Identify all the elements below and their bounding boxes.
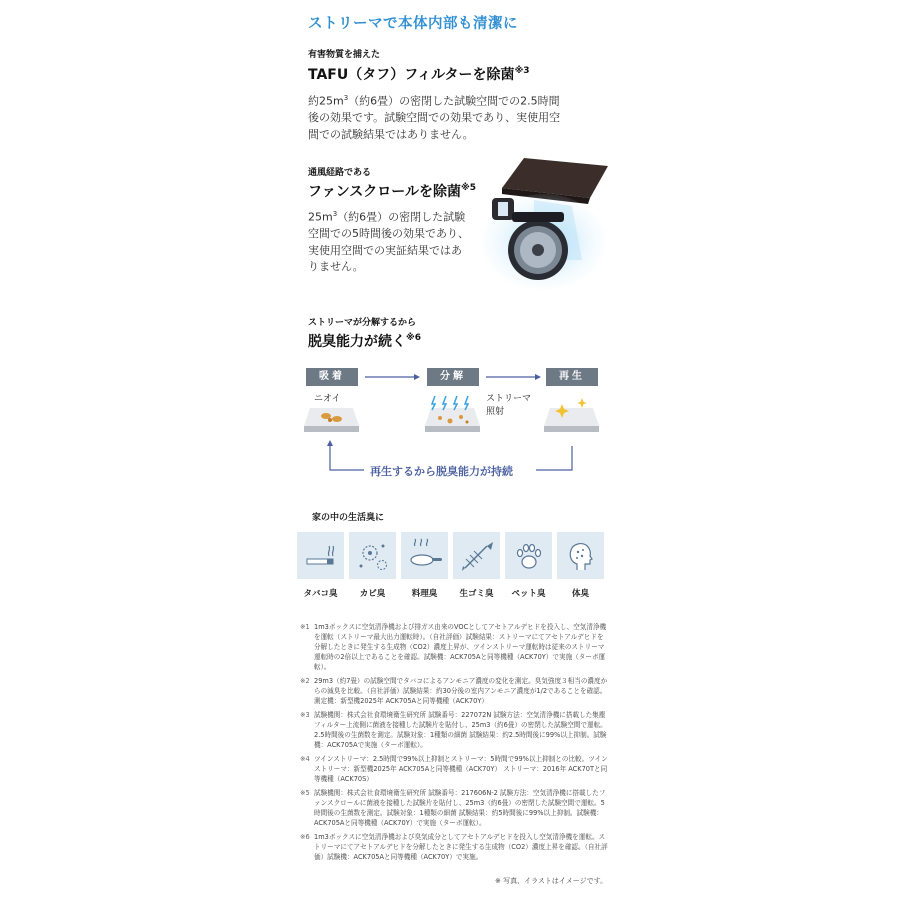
fan-description [308,206,478,276]
regenerate-plate-icon [544,396,599,434]
odor-icon-box [297,532,344,579]
footnote-text: 1m3ボックスに空気清浄機および排ガス由来のVOCとしてアセトアルデヒドを投入し、空気清浄機を運転（ストリーマ最大出力運転時）。（自社評価）試験結果：ストリーマにてアセトアルデヒドを分解したときに発生する生成物（CO2）濃度上昇が、ツインストリーマ運転時は従来のストリーマ運転時の2倍以上であることを確認。試験機：ACK705Aと同等機種（ACK70Y）で実施（ターボ運転）。 [314,623,607,671]
tafu-subtitle: 有害物質を捕えた [308,50,381,60]
step-decompose-badge: 分解 [427,368,479,386]
footnote-text: 試験機関：株式会社食環境衛生研究所 試験番号：227072N 試験方法：空気清浄機に搭載した集塵フィルター上流側に菌液を接種した試験片を貼付し、25m3（約6畳）の密閉した試験空間で運転。2.5時間後の生菌数を測定。試験対象：1種類の細菌 試験結果：約2.5時間後に99%以上抑制。試験機：ACK705Aで実施（ターボ運転）。 [314,711,607,749]
footnote [300,676,610,706]
frying-pan-icon [407,538,443,574]
cycle-summary: 再生するから脱臭能力が持続 [370,465,513,478]
footnote [300,754,610,784]
fan-subtitle: 通風経路である [308,168,372,178]
fan-desc-line2: 空間での5時間後の効果であり、 [308,227,469,241]
cigarette-icon [303,538,339,574]
footnotes [300,622,610,866]
tafu-description [308,90,608,143]
body-odor-icon [563,538,599,574]
footnote-mark: ※1 [300,623,310,631]
footnote [300,710,610,750]
odor-label: タバコ臭 [303,589,338,599]
streamer-label [486,393,531,419]
fan-desc-b: （約6畳）の密閉した試験 [337,210,466,224]
fan-desc-line3: 実使用空間での実証結果ではあ [308,243,462,257]
deodor-cycle-diagram [300,360,610,485]
footnote-mark: ※3 [300,711,310,719]
odor-icon-box [557,532,604,579]
deodor-title [308,331,421,351]
deodor-title-text: 脱臭能力が続く [308,334,406,350]
footnote-mark: ※5 [300,789,310,797]
footnote-text: 29m3（約7畳）の試験空間でタバコによるアンモニア濃度の変化を測定。臭気強度３相当の濃度からの減臭を比較。（自社評価）試験結果：約30分後の室内アンモニア濃度が1/2であることを確認。測定機：新型機2025年 ACK705Aと同等機種（ACK70Y） [314,677,608,705]
odor-icon-box [401,532,448,579]
footnote-mark: ※4 [300,755,310,763]
odor-label: カビ臭 [359,589,386,599]
tafu-desc-line1 [308,90,608,110]
footnote-text: 試験機関：株式会社食環境衛生研究所 試験番号：217606N-2 試験方法：空気清浄機に搭載したファンスクロールに菌液を接種した試験片を貼付し、25m3（約6畳）の密閉した試験空間で運転。5時間後の生菌数を測定。試験対象：1種類の細菌 試験結果：約5時間後に99%以上抑制。試験機：ACK705Aと同等機種（ACK70Y）で実施（ターボ運転）。 [314,789,606,827]
tafu-title [308,64,530,84]
odor-label: 生ゴミ臭 [459,589,494,599]
decompose-plate-icon [425,396,480,434]
tafu-desc-line3: 間での試験結果ではありません。 [308,127,474,141]
adsorb-plate-icon [304,396,359,434]
fish-bone-icon [459,538,495,574]
tafu-desc-b: （約6畳）の密閉した試験空間での2.5時間 [348,94,560,108]
fan-title [308,181,476,201]
tafu-title-text: TAFU（タフ）フィルターを除菌 [308,67,515,83]
tafu-title-mark: ※3 [514,66,530,76]
odor-icon-box [349,532,396,579]
footnote-mark: ※6 [300,833,310,841]
odor-label: ペット臭 [511,589,546,599]
paw-icon [511,538,547,574]
tafu-desc-sup: 3 [343,94,349,102]
footnote [300,832,610,862]
tafu-desc-a: 約25m [308,94,344,108]
footnote-text: 1m3ボックスに空気清浄機および臭気成分としてアセトアルデヒドを投入し空気清浄機を運転。ストリーマにてアセトアルデヒドを分解したときに発生する生成物（CO2）濃度上昇を確認。（自社評価）試験機：ACK705Aと同等機種（ACK70Y）で実施。 [314,833,608,861]
odor-item-tobacco [297,532,344,599]
fan-title-text: ファンスクロールを除菌 [308,184,462,200]
odor-item-pet [505,532,552,599]
step-adsorb-badge: 吸着 [306,368,358,386]
step-regenerate-badge: 再生 [546,368,598,386]
tafu-desc-line2: 後の効果です。試験空間での効果であり、実使用空 [308,111,561,125]
odor-icon-box [505,532,552,579]
mold-icon [355,538,391,574]
footnote [300,622,610,672]
odor-icon-box [453,532,500,579]
fan-scroll-image [472,150,608,290]
product-panel [300,0,610,900]
image-disclaimer: ※ 写真、イラストはイメージです。 [495,877,608,885]
streamer-label-line1: ストリーマ [486,394,532,404]
fan-title-mark: ※5 [461,183,477,193]
footnote [300,788,610,828]
fan-desc-a: 25m [308,210,333,224]
footnote-text: ツインストリーマ：2.5時間で99%以上抑制とストリーマ：5時間で99%以上抑制との比較。ツインストリーマ：新型機2025年 ACK705Aと同等機種（ACK70Y） ストリーマ：2016年 ACK70Tと同等機種（ACK70S） [314,755,608,783]
fan-desc-sup: 3 [332,210,338,218]
odor-item-cooking [401,532,448,599]
odor-label: ニオイ [314,394,341,404]
page-headline: ストリーマで本体内部も清潔に [308,16,518,32]
deodor-title-mark: ※6 [406,333,422,343]
odor-item-mold [349,532,396,599]
odors-title: 家の中の生活臭に [312,513,385,523]
streamer-label-line2: 照射 [486,407,505,417]
fan-desc-line4: りません。 [308,260,364,274]
fan-desc-line1 [308,206,478,226]
odor-label: 体臭 [571,589,589,599]
footnote-mark: ※2 [300,677,310,685]
odor-item-garbage [453,532,500,599]
deodor-subtitle: ストリーマが分解するから [308,318,417,328]
odor-label: 料理臭 [411,589,438,599]
odor-item-body [557,532,604,599]
